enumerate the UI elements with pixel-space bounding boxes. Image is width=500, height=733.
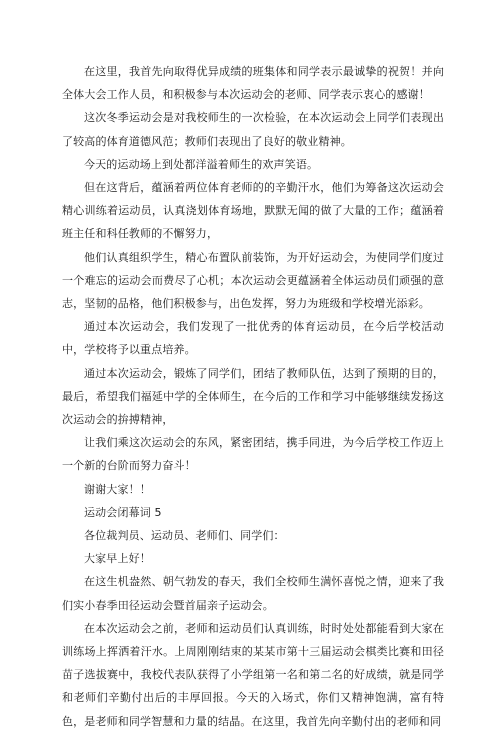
document-body (62, 60, 444, 733)
paragraph-unite-forward: 让我们乘这次运动会的东风，紧密团结，携手同进，为今后学校工作迈上一个新的台阶而努力奋斗！ (62, 436, 444, 473)
paragraph-thanks: 谢谢大家！！ (84, 482, 151, 496)
paragraph-salutation: 各位裁判员、运动员、老师们、同学们： (84, 529, 285, 543)
paragraph-pe-teachers: 但在这背后，蕴涵着两位体育老师的的辛勤汗水，他们为筹备这次运动会精心训练着运动员，认真浇划体育场地，默默无闻的做了大量的工作；蕴涵着班主任和科任教师的不懈努力， (62, 181, 444, 241)
paragraph-laughter: 今天的运动场上到处都洋溢着师生的欢声笑语。 (84, 157, 319, 171)
paragraph-greeting: 大家早上好！ (84, 552, 151, 566)
paragraph-class-teachers: 他们认真组织学生，精心布置队前装饰，为开好运动会，为使同学们度过一个难忘的运动会而费尽了心机；本次运动会更蕴涵着全体运动员们顽强的意志，坚韧的品格，他们积极参与，出色发挥，努力为班级和学校增光添彩。 (62, 250, 444, 311)
paragraph-congratulations: 在这里，我首先向取得优异成绩的班集体和同学表示最诚挚的祝贺！并向全体大会工作人员，和积极参与本次运动会的老师、同学表示衷心的感谢！ (62, 65, 444, 102)
paragraph-training-results: 在本次运动会之前，老师和运动员们认真训练，时时处处都能看到大家在训练场上挥洒着汗水。上周刚刚结束的某某市第十三届运动会棋类比赛和田径苗子选拔赛中，我校代表队获得了小学组第一名和第二名的好成绩，就是同学和老师们辛勤付出后的丰厚回报。今天的入场式，你们又精神饱满，富有特色，是老师和同学智慧和力量的结晶。在这里，我首先向辛勤付出的老师和同 (62, 621, 444, 728)
paragraph-spring-opening: 在这生机盎然、朝气勃发的春天，我们全校师生满怀喜悦之情，迎来了我们实小春季田径运动会暨首届亲子运动会。 (62, 575, 444, 612)
paragraph-talent-discovery: 通过本次运动会，我们发现了一批优秀的体育运动员，在今后学校活动中，学校将予以重点培养。 (62, 320, 444, 357)
paragraph-winter-games-test: 这次冬季运动会是对我校师生的一次检验，在本次运动会上同学们表现出了较高的体育道德风范；教师们表现出了良好的敬业精神。 (62, 111, 444, 148)
section-heading-closing-speech-5: 运动会闭幕词 5 (84, 505, 162, 519)
paragraph-goals-achieved: 通过本次运动会，锻炼了同学们，团结了教师队伍，达到了预期的目的，最后，希望我们福延中学的全体师生，在今后的工作和学习中能够继续发扬这次运动会的拚搏精神， (62, 366, 444, 427)
